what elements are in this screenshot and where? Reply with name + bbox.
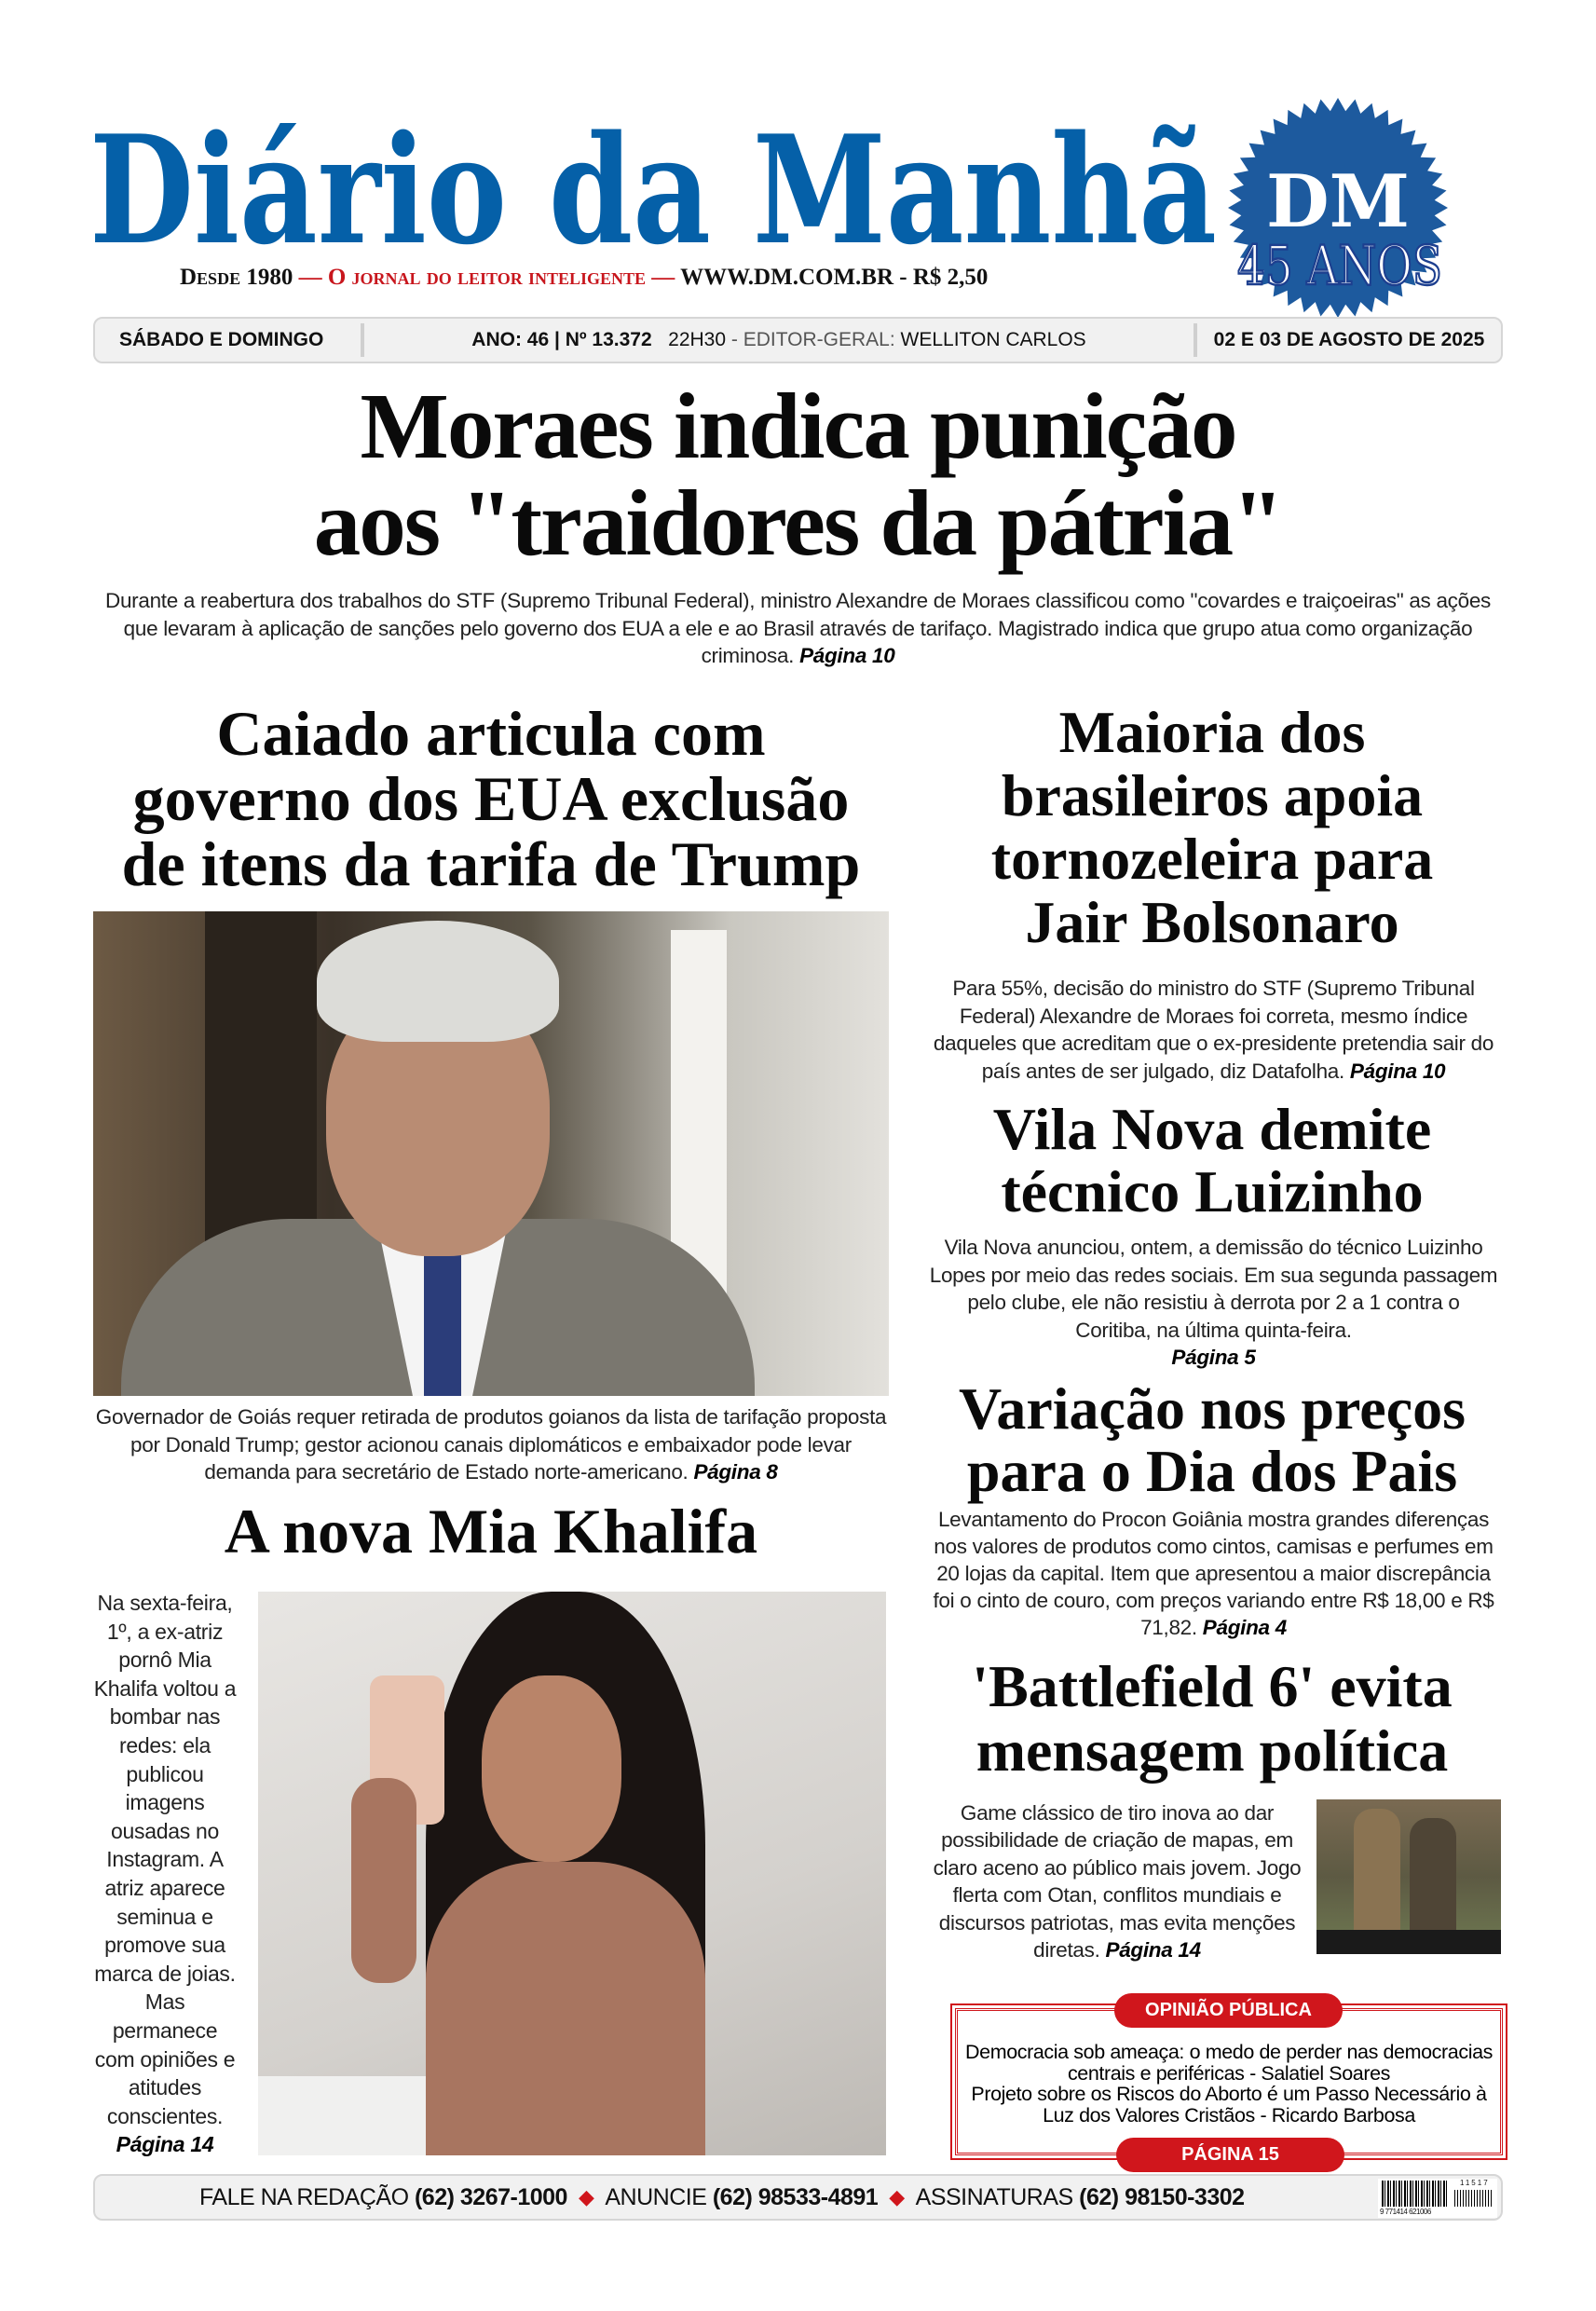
edition-meta: ANO: 46 | Nº 13.372 22H30 - EDITOR-GERAL: WELLITON CARLOS xyxy=(471,329,1086,350)
opinion-box[interactable] xyxy=(955,2008,1503,2155)
opinion-item[interactable]: Democracia sob ameaça: o medo de perder nas democracias centrais e periféricas - Salatiel Soares xyxy=(965,2041,1493,2085)
barcode xyxy=(1378,2179,1497,2218)
tagline: Desde 1980 — O jornal do leitor inteligente — WWW.DM.COM.BR - R$ 2,50 xyxy=(180,265,989,290)
variacao-text: Levantamento do Procon Goiânia mostra grandes diferenças nos valores de produtos como cintos, camisas e perfumes em 20 lojas da capital. Item que apresentou a maior discrepância foi o cinto de couro, com preços variando entre R$ 18,00 e R$ 71,82. Página 4 xyxy=(933,1507,1494,1639)
main-lead: Durante a reabertura dos trabalhos do STF (Supremo Tribunal Federal), ministro Alexandre de Moraes classificou como "covardes e traiçoeiras" as ações que levaram à aplicação de sanções pelo governo dos EUA a ele e ao Brasil através de tarifaço. Magistrado indica que grupo atua como organização criminosa. Página 10 xyxy=(105,589,1491,667)
caiado-photo xyxy=(93,911,889,1396)
battlefield-row xyxy=(921,1799,1503,1964)
variacao-headline[interactable]: Variação nos preços para o Dia dos Pais xyxy=(959,1374,1466,1504)
battlefield-text: Game clássico de tiro inova ao dar possibilidade de criação de mapas, em claro aceno ao público mais jovem. Jogo flerta com Otan, conflitos mundiais e discursos patriotas, mas evita menções diretas. Página 14 xyxy=(933,1800,1302,1962)
page-ref: Página 14 xyxy=(116,2132,214,2157)
mia-photo xyxy=(258,1592,886,2155)
page-ref: Página 4 xyxy=(1202,1615,1287,1639)
seal-years: 45 ANOS xyxy=(1237,234,1442,297)
page-ref: Página 5 xyxy=(1171,1346,1256,1369)
battlefield-headline[interactable]: 'Battlefield 6' evita mensagem política xyxy=(972,1652,1453,1784)
seal-dm: DM xyxy=(1266,159,1410,244)
page-ref: Página 10 xyxy=(799,644,895,667)
mia-headline[interactable]: A nova Mia Khalifa xyxy=(224,1496,758,1566)
opinion-label: OPINIÃO PÚBLICA xyxy=(1114,1993,1343,2028)
page-ref: Página 14 xyxy=(1105,1938,1201,1962)
phone-redacao[interactable]: (62) 3267-1000 xyxy=(414,2183,567,2210)
opinion-item[interactable]: Projeto sobre os Riscos do Aborto é um Passo Necessário à Luz dos Valores Cristãos - Ricardo Barbosa xyxy=(971,2083,1487,2126)
masthead-title: Diário da Manhã xyxy=(89,121,1217,256)
phone-anuncie[interactable]: (62) 98533-4891 xyxy=(712,2183,879,2210)
phone-assinaturas[interactable]: (62) 98150-3302 xyxy=(1079,2183,1245,2210)
page-ref: Página 10 xyxy=(1349,1059,1446,1083)
vila-headline[interactable]: Vila Nova demite técnico Luizinho xyxy=(992,1096,1432,1224)
caiado-headline[interactable]: Caiado articula com governo dos EUA exclusão de itens da tarifa de Trump xyxy=(121,698,861,899)
mia-text: Na sexta-feira, 1º, a ex-atriz pornô Mia Khalifa voltou a bombar nas redes: ela publicou imagens ousadas no Instagram. A atriz aparece seminua e promove sua marca de joias. Mas permanece com opiniões e atitudes conscientes. Página 14 xyxy=(93,1591,237,2157)
anniversary-seal xyxy=(1228,98,1452,321)
edition-days: SÁBADO E DOMINGO xyxy=(119,329,324,350)
site-link[interactable]: WWW.DM.COM.BR xyxy=(680,265,894,290)
page-ref: Página 8 xyxy=(693,1460,778,1484)
caiado-caption: Governador de Goiás requer retirada de produtos goianos da lista de tarifação proposta por Donald Trump; gestor acionou canais diplomáticos e embaixador pode levar demanda para secretário de Estado norte-americano. Página 8 xyxy=(95,1405,887,1484)
barcode-top-number: 11517 xyxy=(1460,2179,1490,2187)
right-column xyxy=(921,701,1503,1964)
masthead-logo[interactable] xyxy=(89,121,1221,256)
main-headline[interactable]: Moraes indica punição aos "traidores da pátria" xyxy=(313,374,1283,575)
vila-text: Vila Nova anunciou, ontem, a demissão do técnico Luizinho Lopes por meio das redes sociais. Em sua segunda passagem pelo clube, ele não resistiu à derrota por 2 a 1 contra o Coritiba, na última quinta-feira. Página 5 xyxy=(929,1236,1498,1369)
diamond-icon: ◆ xyxy=(578,2185,594,2208)
edition-info-bar xyxy=(93,317,1503,363)
footer-contact-bar: FALE NA REDAÇÃO (62) 3267-1000 ◆ ANUNCIE (62) 98533-4891 ◆ ASSINATURAS (62) 98150-3302 11517 9 771414 621006 xyxy=(93,2174,1503,2221)
opinion-page[interactable]: PÁGINA 15 xyxy=(1116,2138,1344,2172)
battlefield-photo xyxy=(1316,1799,1501,1954)
diamond-icon: ◆ xyxy=(889,2185,905,2208)
barcode-number: 9 771414 621006 xyxy=(1380,2208,1431,2216)
maioria-headline[interactable]: Maioria dos brasileiros apoia tornozeleira para Jair Bolsonaro xyxy=(990,699,1434,955)
edition-date: 02 E 03 DE AGOSTO DE 2025 xyxy=(1213,329,1485,350)
maioria-text: Para 55%, decisão do ministro do STF (Supremo Tribunal Federal) Alexandre de Moraes foi correta, mesmo índice daqueles que acreditam que o ex-presidente pretendia sair do país antes de ser julgado, diz Datafolha. Página 10 xyxy=(933,977,1494,1083)
